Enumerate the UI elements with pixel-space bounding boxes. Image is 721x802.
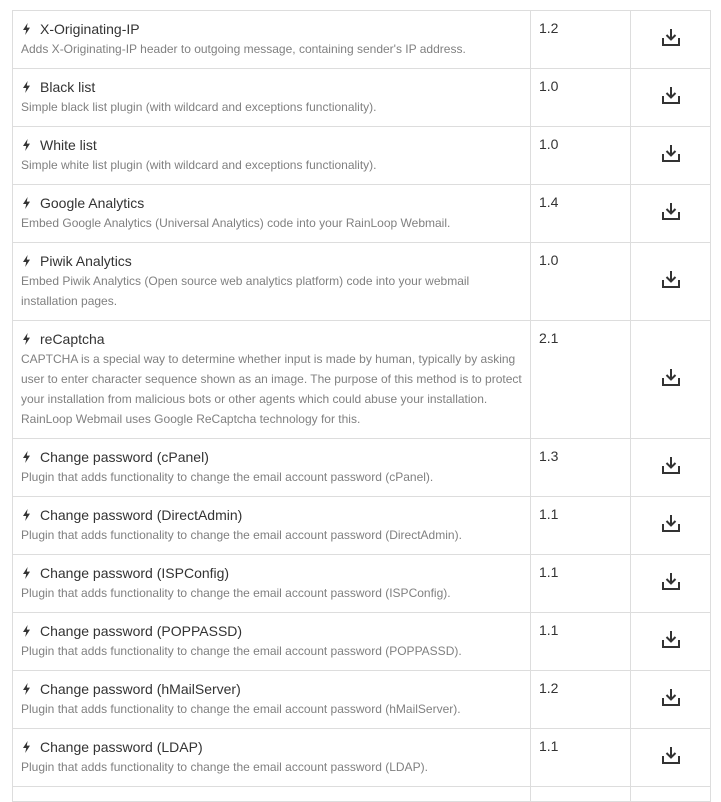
- plugin-title: [21, 737, 522, 757]
- plugin-description: Plugin that adds functionality to change the email account password (LDAP).: [21, 760, 428, 774]
- plugin-action-cell: [631, 729, 711, 787]
- plugin-version: 1.0: [531, 243, 631, 321]
- plugins-list: [12, 10, 710, 802]
- download-icon[interactable]: [660, 744, 682, 766]
- plugin-name: Piwik Analytics: [40, 253, 132, 269]
- bolt-icon: [22, 683, 31, 695]
- plugin-info-cell: [13, 729, 531, 787]
- plugin-name: X-Originating-IP: [40, 21, 140, 37]
- plugin-action-cell: [631, 439, 711, 497]
- plugin-action-cell: [631, 11, 711, 69]
- plugin-title: [21, 505, 522, 525]
- download-icon[interactable]: [660, 366, 682, 388]
- plugin-action-cell: [631, 321, 711, 439]
- download-icon[interactable]: [660, 200, 682, 222]
- plugin-title: [21, 193, 522, 213]
- download-icon[interactable]: [660, 84, 682, 106]
- plugin-info-cell: [13, 671, 531, 729]
- plugin-row: [13, 439, 711, 497]
- plugin-row: [13, 185, 711, 243]
- empty-cell: [631, 787, 711, 802]
- plugin-row: [13, 321, 711, 439]
- download-icon[interactable]: [660, 628, 682, 650]
- plugin-description: Plugin that adds functionality to change the email account password (DirectAdmin).: [21, 528, 462, 542]
- plugin-info-cell: [13, 127, 531, 185]
- download-icon[interactable]: [660, 454, 682, 476]
- plugin-row: [13, 613, 711, 671]
- plugin-description: Plugin that adds functionality to change the email account password (ISPConfig).: [21, 586, 451, 600]
- plugin-name: Change password (hMailServer): [40, 681, 241, 697]
- download-icon[interactable]: [660, 268, 682, 290]
- plugin-action-cell: [631, 555, 711, 613]
- plugin-info-cell: [13, 439, 531, 497]
- bolt-icon: [22, 255, 31, 267]
- plugin-name: Change password (ISPConfig): [40, 565, 230, 581]
- download-icon[interactable]: [660, 570, 682, 592]
- plugin-description: Plugin that adds functionality to change the email account password (hMailServer).: [21, 702, 461, 716]
- plugin-version: 1.1: [531, 555, 631, 613]
- bolt-icon: [22, 451, 31, 463]
- plugin-row-partial: [13, 787, 711, 802]
- plugin-action-cell: [631, 243, 711, 321]
- plugin-name: Change password (POPPASSD): [40, 623, 243, 639]
- plugin-version: 1.1: [531, 497, 631, 555]
- empty-cell: [13, 787, 531, 802]
- plugin-description: CAPTCHA is a special way to determine whether input is made by human, typically by asking user to enter character sequence shown as an image. The purpose of this method is to protect your installation from malicious bots or other agents which could abuse your installation. RainLoop Webmail uses Google ReCaptcha technology for this.: [21, 352, 522, 426]
- plugin-title: [21, 77, 522, 97]
- plugin-name: reCaptcha: [40, 331, 105, 347]
- plugin-version: 1.4: [531, 185, 631, 243]
- plugin-row: [13, 243, 711, 321]
- bolt-icon: [22, 567, 31, 579]
- plugin-action-cell: [631, 613, 711, 671]
- plugin-name: Google Analytics: [40, 195, 145, 211]
- bolt-icon: [22, 741, 31, 753]
- plugin-version: 1.1: [531, 613, 631, 671]
- plugin-version: 1.1: [531, 729, 631, 787]
- plugin-description: Embed Piwik Analytics (Open source web analytics platform) code into your webmail installation pages.: [21, 274, 470, 308]
- plugin-name: Change password (cPanel): [40, 449, 209, 465]
- bolt-icon: [22, 81, 31, 93]
- plugin-title: [21, 563, 522, 583]
- plugin-name: Change password (LDAP): [40, 739, 203, 755]
- download-icon[interactable]: [660, 686, 682, 708]
- plugin-title: [21, 621, 522, 641]
- bolt-icon: [22, 197, 31, 209]
- download-icon[interactable]: [660, 512, 682, 534]
- plugin-info-cell: [13, 555, 531, 613]
- plugin-name: Black list: [40, 79, 96, 95]
- plugin-version: 2.1: [531, 321, 631, 439]
- plugin-title: [21, 329, 522, 349]
- plugin-description: Simple black list plugin (with wildcard and exceptions functionality).: [21, 100, 377, 114]
- plugin-description: Embed Google Analytics (Universal Analytics) code into your RainLoop Webmail.: [21, 216, 451, 230]
- plugin-info-cell: [13, 321, 531, 439]
- plugin-row: [13, 555, 711, 613]
- plugin-title: [21, 135, 522, 155]
- plugin-action-cell: [631, 185, 711, 243]
- plugin-name: Change password (DirectAdmin): [40, 507, 243, 523]
- plugin-row: [13, 11, 711, 69]
- plugins-table: [12, 10, 711, 802]
- plugin-action-cell: [631, 127, 711, 185]
- plugin-row: [13, 671, 711, 729]
- plugin-title: [21, 19, 522, 39]
- plugin-name: White list: [40, 137, 97, 153]
- plugin-description: Simple white list plugin (with wildcard and exceptions functionality).: [21, 158, 377, 172]
- plugin-info-cell: [13, 243, 531, 321]
- plugin-title: [21, 679, 522, 699]
- plugin-row: [13, 729, 711, 787]
- plugin-action-cell: [631, 497, 711, 555]
- plugin-row: [13, 69, 711, 127]
- plugin-info-cell: [13, 69, 531, 127]
- plugin-title: [21, 251, 522, 271]
- plugin-info-cell: [13, 11, 531, 69]
- download-icon[interactable]: [660, 26, 682, 48]
- bolt-icon: [22, 23, 31, 35]
- plugin-info-cell: [13, 497, 531, 555]
- plugin-action-cell: [631, 671, 711, 729]
- plugin-version: 1.0: [531, 127, 631, 185]
- bolt-icon: [22, 509, 31, 521]
- plugin-action-cell: [631, 69, 711, 127]
- bolt-icon: [22, 625, 31, 637]
- empty-cell: [531, 787, 631, 802]
- download-icon[interactable]: [660, 142, 682, 164]
- plugin-version: 1.3: [531, 439, 631, 497]
- plugin-version: 1.2: [531, 671, 631, 729]
- bolt-icon: [22, 139, 31, 151]
- plugin-description: Plugin that adds functionality to change the email account password (cPanel).: [21, 470, 434, 484]
- plugin-row: [13, 127, 711, 185]
- plugin-title: [21, 447, 522, 467]
- plugin-version: 1.2: [531, 11, 631, 69]
- plugin-description: Plugin that adds functionality to change the email account password (POPPASSD).: [21, 644, 462, 658]
- plugin-description: Adds X-Originating-IP header to outgoing message, containing sender's IP address.: [21, 42, 466, 56]
- plugin-row: [13, 497, 711, 555]
- plugin-info-cell: [13, 613, 531, 671]
- plugin-info-cell: [13, 185, 531, 243]
- plugin-version: 1.0: [531, 69, 631, 127]
- bolt-icon: [22, 333, 31, 345]
